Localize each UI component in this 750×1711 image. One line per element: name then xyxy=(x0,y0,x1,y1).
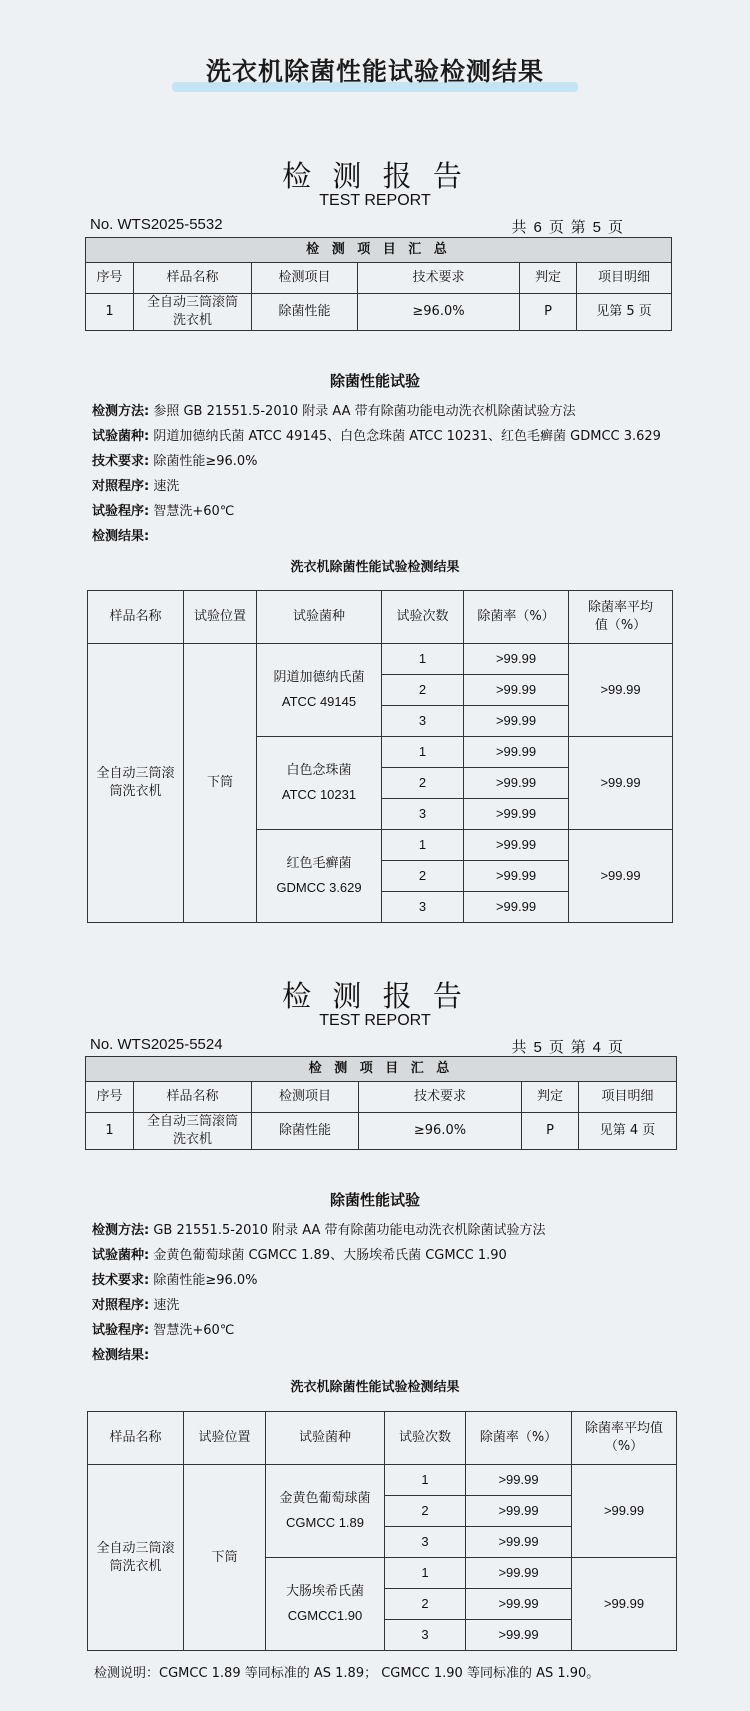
table-row xyxy=(86,1113,677,1150)
cell-rate: >99.99 xyxy=(464,706,569,737)
cell-rate: >99.99 xyxy=(466,1496,572,1527)
summary-header: 检 测 项 目 汇 总 xyxy=(86,1057,677,1082)
report-title-en: TEST REPORT xyxy=(319,192,431,209)
cell-run: 2 xyxy=(385,1589,466,1620)
cell-rate: >99.99 xyxy=(464,892,569,923)
strain-code: CGMCC 1.89 xyxy=(285,1515,365,1530)
cell-rate: >99.99 xyxy=(466,1620,572,1651)
table-row xyxy=(86,294,672,331)
cell-detail: 见第 4 页 xyxy=(579,1113,677,1150)
cell-index: 1 xyxy=(86,1113,134,1150)
cell-run: 1 xyxy=(385,1558,466,1589)
cell-run: 1 xyxy=(382,737,464,768)
cell-requirement: ≥96.0% xyxy=(359,1113,522,1150)
cell-item: 除菌性能 xyxy=(252,1113,359,1150)
strain-name: 红色毛癣菌 xyxy=(286,856,352,871)
strain-code: GDMCC 3.629 xyxy=(276,880,362,895)
cell-rate: >99.99 xyxy=(464,830,569,861)
col-verdict: 判定 xyxy=(522,1082,579,1113)
section-title: 除菌性能试验 xyxy=(329,372,420,390)
cell-sample: 全自动三筒滚筒洗衣机 xyxy=(88,644,184,923)
summary-table xyxy=(85,237,672,331)
col-sample: 样品名称 xyxy=(88,591,184,644)
pages-total-label: 共 xyxy=(511,1038,528,1056)
cell-run: 2 xyxy=(382,768,464,799)
footnote: 检测说明：CGMCC 1.89 等同标准的 AS 1.89； CGMCC 1.90 等同标准的 AS 1.90。 xyxy=(94,1666,600,1681)
cell-index: 1 xyxy=(86,294,134,331)
report-pages xyxy=(511,1036,624,1057)
cell-position: 下筒 xyxy=(184,644,257,923)
info-strains: 试验菌种: 阴道加德纳氏菌 ATCC 49145、白色念珠菌 ATCC 10231、红色毛癣菌 GDMCC 3.629 xyxy=(92,429,661,444)
cell-run: 2 xyxy=(385,1496,466,1527)
info-test-program: 试验程序: 智慧洗+60℃ xyxy=(92,1323,235,1338)
info-block xyxy=(92,1218,546,1368)
col-sample: 样品名称 xyxy=(88,1412,184,1465)
info-requirement: 技术要求: 除菌性能≥96.0% xyxy=(92,1273,258,1288)
report-title-en: TEST REPORT xyxy=(319,1012,431,1029)
summary-column-headers xyxy=(86,263,672,294)
cell-strain xyxy=(266,1465,385,1558)
pages-current: 5 xyxy=(592,219,602,236)
cell-run: 3 xyxy=(385,1620,466,1651)
pages-total: 5 xyxy=(533,1039,543,1056)
report-title-cn: 检 测 报 告 xyxy=(282,979,468,1013)
cell-run: 3 xyxy=(382,892,464,923)
pages-unit: 页 xyxy=(607,218,624,236)
cell-sample: 全自动三筒滚筒洗衣机 xyxy=(88,1465,184,1651)
info-control-program: 对照程序: 速洗 xyxy=(92,1298,180,1313)
cell-strain xyxy=(257,644,382,737)
col-index: 序号 xyxy=(86,263,134,294)
results-column-headers xyxy=(88,1412,677,1465)
col-detail: 项目明细 xyxy=(579,1082,677,1113)
pages-total-label: 共 xyxy=(511,218,528,236)
cell-run: 3 xyxy=(382,706,464,737)
table-row xyxy=(88,1465,677,1496)
strain-name: 金黄色葡萄球菌 xyxy=(279,1491,371,1506)
cell-average: >99.99 xyxy=(569,737,673,830)
cell-strain xyxy=(257,830,382,923)
cell-strain xyxy=(257,737,382,830)
info-control-program: 对照程序: 速洗 xyxy=(92,479,180,494)
col-average: 除菌率平均值（%） xyxy=(572,1412,677,1465)
info-result: 检测结果: xyxy=(92,1348,150,1363)
col-verdict: 判定 xyxy=(520,263,577,294)
col-strain: 试验菌种 xyxy=(266,1412,385,1465)
cell-run: 3 xyxy=(385,1527,466,1558)
strain-code: CGMCC1.90 xyxy=(287,1608,363,1623)
col-requirement: 技术要求 xyxy=(359,1082,522,1113)
pages-current-label: 第 xyxy=(570,1038,587,1056)
cell-rate: >99.99 xyxy=(466,1465,572,1496)
report-pages xyxy=(511,216,624,237)
col-requirement: 技术要求 xyxy=(358,263,520,294)
info-result: 检测结果: xyxy=(92,529,150,544)
cell-run: 3 xyxy=(382,799,464,830)
section-title: 除菌性能试验 xyxy=(329,1191,420,1209)
report-title-cn: 检 测 报 告 xyxy=(282,159,468,193)
summary-column-headers xyxy=(86,1082,677,1113)
cell-run: 2 xyxy=(382,861,464,892)
col-item: 检测项目 xyxy=(252,1082,359,1113)
info-method: 检测方法: 参照 GB 21551.5-2010 附录 AA 带有除菌功能电动洗衣机除菌试验方法 xyxy=(92,404,576,419)
cell-rate: >99.99 xyxy=(466,1527,572,1558)
cell-average: >99.99 xyxy=(569,644,673,737)
results-title: 洗衣机除菌性能试验检测结果 xyxy=(290,1380,460,1395)
cell-requirement: ≥96.0% xyxy=(358,294,520,331)
cell-detail: 见第 5 页 xyxy=(577,294,672,331)
cell-run: 2 xyxy=(382,675,464,706)
results-table xyxy=(87,590,673,923)
cell-average: >99.99 xyxy=(569,830,673,923)
results-body xyxy=(88,1465,677,1651)
info-strains: 试验菌种: 金黄色葡萄球菌 CGMCC 1.89、大肠埃希氏菌 CGMCC 1.90 xyxy=(92,1248,507,1263)
col-index: 序号 xyxy=(86,1082,134,1113)
cell-average: >99.99 xyxy=(572,1465,677,1558)
info-test-program: 试验程序: 智慧洗+60℃ xyxy=(92,504,235,519)
cell-rate: >99.99 xyxy=(464,675,569,706)
col-rate: 除菌率（%） xyxy=(464,591,569,644)
cell-sample: 全自动三筒滚筒洗衣机 xyxy=(134,1113,252,1150)
cell-run: 1 xyxy=(382,644,464,675)
info-requirement: 技术要求: 除菌性能≥96.0% xyxy=(92,454,258,469)
col-position: 试验位置 xyxy=(184,591,257,644)
cell-run: 1 xyxy=(385,1465,466,1496)
col-runs: 试验次数 xyxy=(382,591,464,644)
cell-rate: >99.99 xyxy=(464,861,569,892)
cell-rate: >99.99 xyxy=(466,1589,572,1620)
col-item: 检测项目 xyxy=(252,263,358,294)
info-block xyxy=(92,399,661,549)
strain-name: 白色念珠菌 xyxy=(286,763,352,778)
col-position: 试验位置 xyxy=(184,1412,266,1465)
cell-average: >99.99 xyxy=(572,1558,677,1651)
col-sample: 样品名称 xyxy=(134,1082,252,1113)
pages-unit: 页 xyxy=(548,1038,565,1056)
results-column-headers xyxy=(88,591,673,644)
col-average: 除菌率平均值（%） xyxy=(569,591,673,644)
report-number: No. WTS2025-5524 xyxy=(90,1036,223,1053)
col-runs: 试验次数 xyxy=(385,1412,466,1465)
table-row xyxy=(88,644,673,675)
pages-total: 6 xyxy=(533,219,543,236)
cell-rate: >99.99 xyxy=(464,737,569,768)
cell-sample: 全自动三筒滚筒洗衣机 xyxy=(134,294,252,331)
pages-current-label: 第 xyxy=(570,218,587,236)
cell-verdict: P xyxy=(522,1113,579,1150)
cell-rate: >99.99 xyxy=(464,799,569,830)
page-title: 洗衣机除菌性能试验检测结果 xyxy=(205,57,544,86)
report-number: No. WTS2025-5532 xyxy=(90,216,223,233)
cell-verdict: P xyxy=(520,294,577,331)
cell-item: 除菌性能 xyxy=(252,294,358,331)
cell-position: 下筒 xyxy=(184,1465,266,1651)
strain-code: ATCC 49145 xyxy=(281,694,357,709)
results-title: 洗衣机除菌性能试验检测结果 xyxy=(290,560,460,575)
strain-name: 大肠埃希氏菌 xyxy=(285,1584,364,1599)
strain-code: ATCC 10231 xyxy=(281,787,357,802)
cell-rate: >99.99 xyxy=(466,1558,572,1589)
info-method: 检测方法: GB 21551.5-2010 附录 AA 带有除菌功能电动洗衣机除菌试验方法 xyxy=(92,1223,546,1238)
results-table xyxy=(87,1411,677,1651)
pages-unit: 页 xyxy=(607,1038,624,1056)
pages-current: 4 xyxy=(592,1039,602,1056)
cell-strain xyxy=(266,1558,385,1651)
col-rate: 除菌率（%） xyxy=(466,1412,572,1465)
strain-name: 阴道加德纳氏菌 xyxy=(273,670,365,685)
cell-rate: >99.99 xyxy=(464,768,569,799)
summary-table xyxy=(85,1056,677,1150)
results-body xyxy=(88,644,673,923)
cell-rate: >99.99 xyxy=(464,644,569,675)
pages-unit: 页 xyxy=(548,218,565,236)
cell-run: 1 xyxy=(382,830,464,861)
summary-header: 检 测 项 目 汇 总 xyxy=(86,238,672,263)
col-sample: 样品名称 xyxy=(134,263,252,294)
col-strain: 试验菌种 xyxy=(257,591,382,644)
col-detail: 项目明细 xyxy=(577,263,672,294)
